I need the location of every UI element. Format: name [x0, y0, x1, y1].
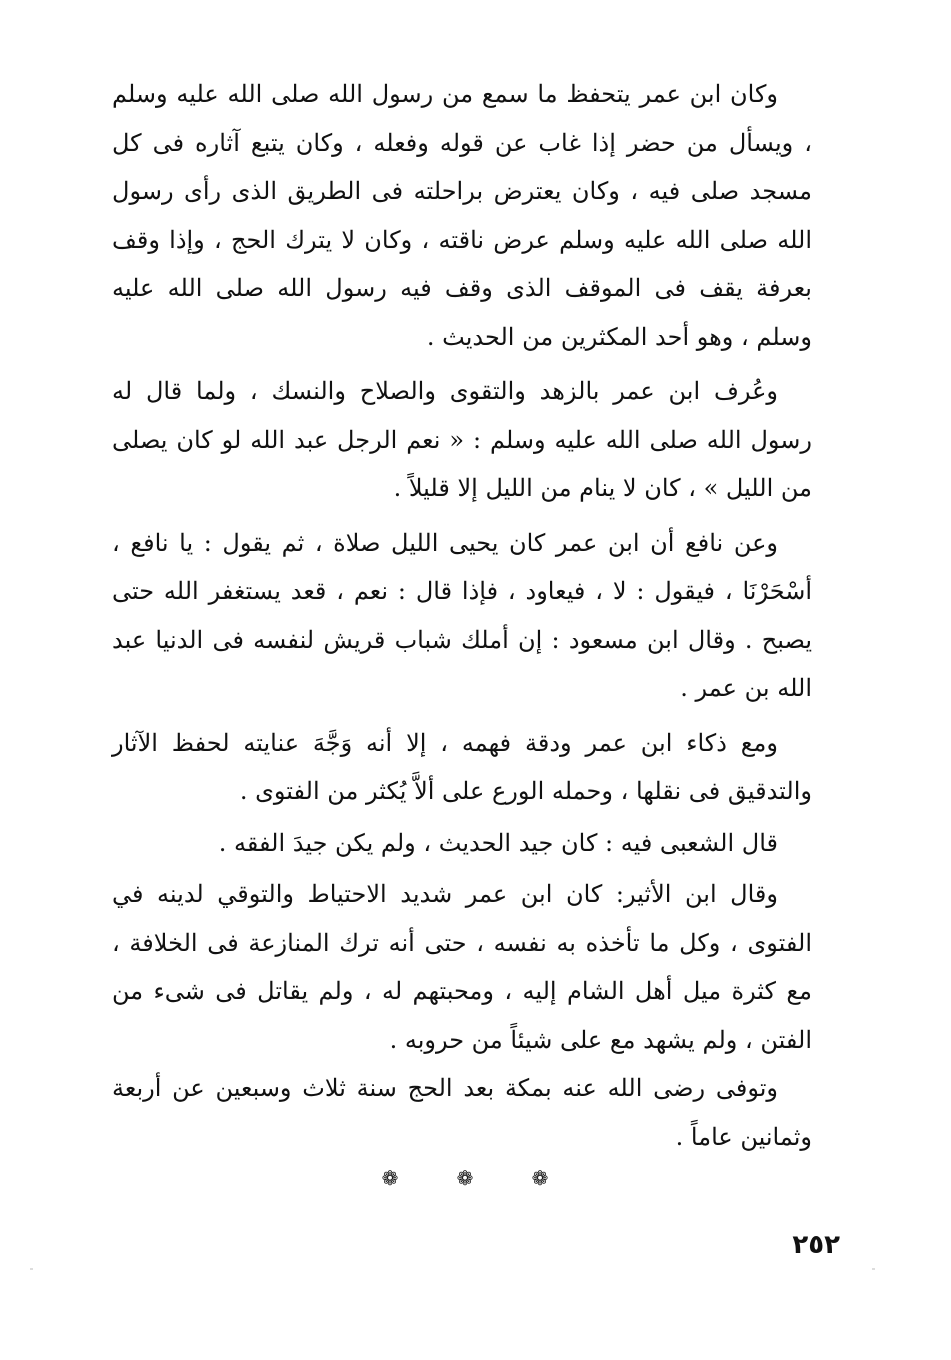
flower-ornament-icon: ❁	[531, 1166, 549, 1190]
paragraph-5: قال الشعبى فيه : كان جيد الحديث ، ولم يكن جيدَ الفقه .	[218, 828, 778, 857]
page-number: ٢٥٢	[792, 1230, 840, 1260]
body-text	[112, 70, 812, 1161]
flower-ornament-icon: ❁	[381, 1166, 399, 1190]
paragraph-1: وكان ابن عمر يتحفظ ما سمع من رسول الله صلى الله عليه وسلم ، ويسأل من حضر إذا غاب عن قوله وفعله ، وكان يتبع آثاره فى كل مسجد صلى فيه ، وكان يعترض براحلته فى الطريق الذى رأى رسول الله صلى الله عليه وسلم عرض ناقته ، وكان لا يترك الحج ، وإذا وقف بعرفة يقف فى الموقف الذى وقف فيه رسول الله صلى الله عليه وسلم ، وهو أحد المكثرين من الحديث .	[112, 80, 812, 351]
scan-speck	[872, 1268, 875, 1270]
paragraph-2: وعُرف ابن عمر بالزهد والتقوى والصلاح والنسك ، ولما قال له رسول الله صلى الله عليه وسلم : « نعم الرجل عبد الله لو كان يصلى من الليل » ، كان لا ينام من الليل إلا قليلاً .	[112, 377, 812, 502]
flower-ornament-icon: ❁	[456, 1166, 474, 1190]
section-divider	[380, 1166, 550, 1190]
paragraph-4: ومع ذكاء ابن عمر ودقة فهمه ، إلا أنه وَجَّهَ عنايته لحفظ الآثار والتدقيق فى نقلها ، وحمله الورع على ألاَّ يُكثر من الفتوى .	[112, 728, 812, 805]
scan-speck	[30, 1268, 33, 1270]
paragraph-3: وعن نافع أن ابن عمر كان يحيى الليل صلاة ، ثم يقول : يا نافع ، أسْحَرْنَا ، فيقول : لا ، فيعاود ، فإذا قال : نعم ، قعد يستغفر الله حتى يصبح . وقال ابن مسعود : إن أملك شباب قريش لنفسه فى الدنيا عبد الله بن عمر .	[112, 528, 812, 702]
paragraph-6: وقال ابن الأثير: كان ابن عمر شديد الاحتياط والتوقي لدينه في الفتوى ، وكل ما تأخذه به نفسه ، حتى أنه ترك المنازعة فى الخلافة ، مع كثرة ميل أهل الشام إليه ، ومحبتهم له ، ولم يقاتل فى شىء من الفتن ، ولم يشهد مع على شيئاً من حروبه .	[112, 880, 812, 1054]
paragraph-7: وتوفى رضى الله عنه بمكة بعد الحج سنة ثلاث وسبعين عن أربعة وثمانين عاماً .	[112, 1074, 812, 1151]
